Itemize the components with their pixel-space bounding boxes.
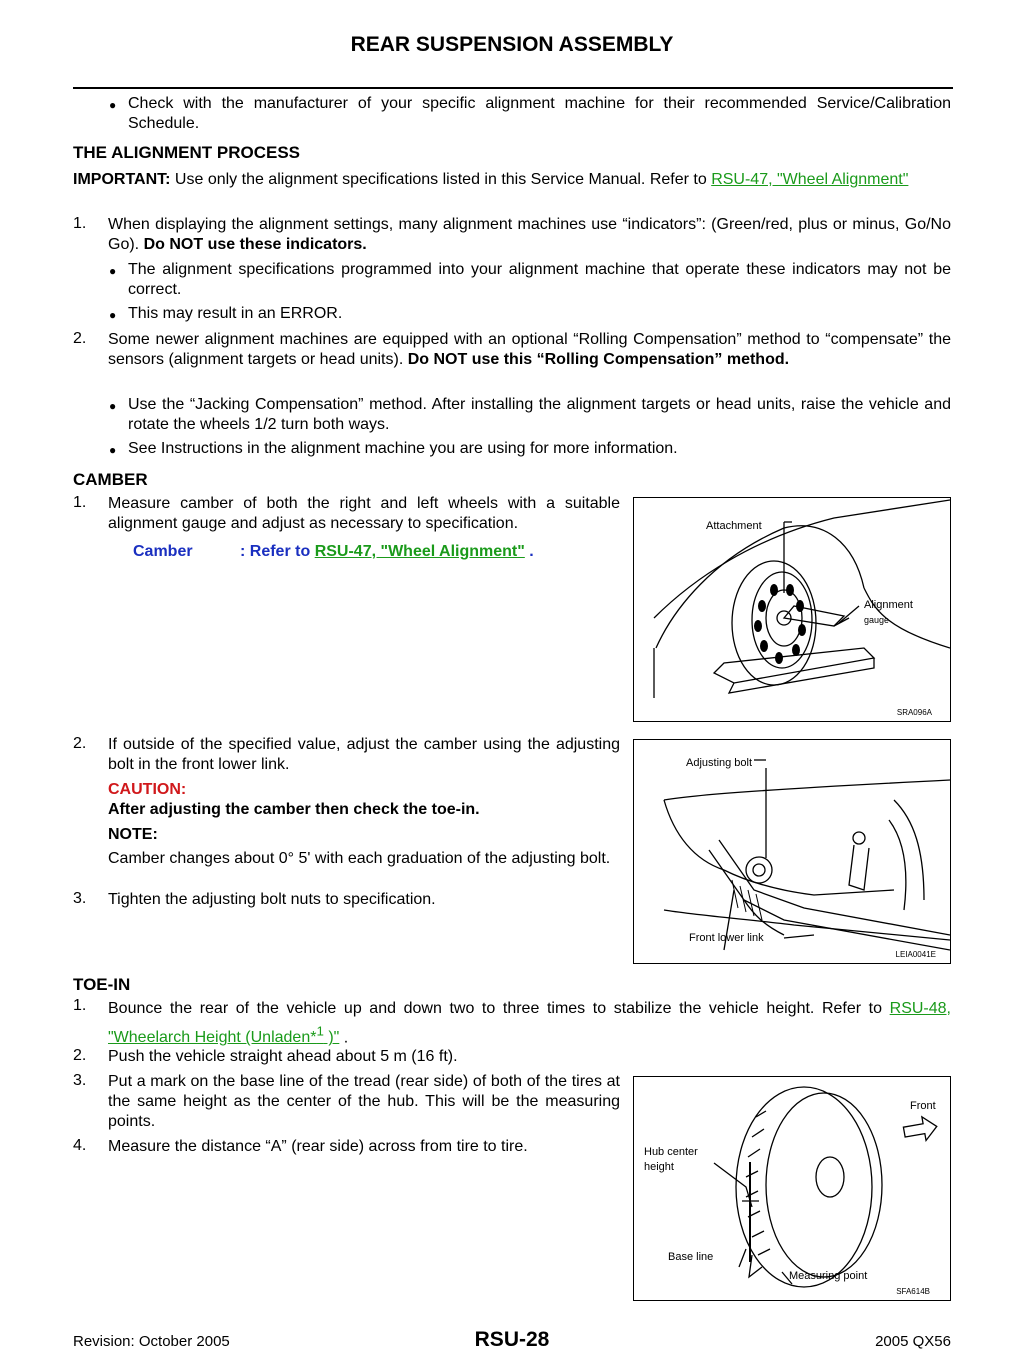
note-text: Camber changes about 0° 5' with each graduation of the adjusting bolt.	[108, 850, 611, 867]
alignment-step-2-bullet-2: ● See Instructions in the alignment machine you are using for more information.	[128, 439, 951, 459]
toe-in-step-2: 2. Push the vehicle straight ahead about 5 m (16 ft).	[73, 1047, 458, 1065]
figure-code: SFA614B	[896, 1287, 930, 1296]
section-heading-alignment-process: THE ALIGNMENT PROCESS	[73, 143, 300, 162]
alignment-step-2: 2. Some newer alignment machines are equipped with an optional “Rolling Compensation” method to “compensate” the sensors (alignment targets or head units). Do NOT use this “Rolling Compensation” method.	[73, 330, 951, 368]
figure-code: SRA096A	[896, 708, 932, 717]
label-front: Front	[910, 1100, 936, 1112]
camber-step-3: 3. Tighten the adjusting bolt nuts to specification.	[73, 890, 436, 908]
label-adjusting-bolt: Adjusting bolt	[686, 757, 753, 769]
tire-illustration	[634, 1077, 950, 1300]
label-gauge: gauge	[864, 615, 890, 625]
label-hub-center: Hub center	[644, 1146, 698, 1158]
alignment-step-1: 1. When displaying the alignment settings, many alignment machines use “indicators”: (Green/red, plus or minus, Go/No Go). Do NOT use these indicators.	[73, 215, 951, 253]
page-title: REAR SUSPENSION ASSEMBLY	[350, 33, 674, 56]
section-heading-toe-in: TOE-IN	[73, 975, 131, 994]
alignment-gauge-illustration	[634, 498, 950, 721]
label-measuring-point: Measuring point	[789, 1270, 868, 1282]
label-attachment: Attachment	[706, 520, 762, 532]
adjusting-bolt-illustration	[634, 740, 950, 963]
figure-adjusting-bolt	[633, 739, 951, 964]
alignment-step-1-bullet-1: ● The alignment specifications programmed into your alignment machine that operate these indicators may not be correct.	[128, 260, 951, 300]
title-rule	[73, 87, 953, 89]
link-wheel-alignment[interactable]: RSU-47, "Wheel Alignment"	[711, 171, 909, 188]
label-alignment: Alignment	[864, 599, 913, 611]
intro-bullet: ● Check with the manufacturer of your specific alignment machine for their recommended Service/Calibration Schedule.	[128, 94, 951, 134]
toe-in-step-3: 3. Put a mark on the base line of the tread (rear side) of both of the tires at the same height as the center of the hub. This will be the measuring points.	[73, 1072, 620, 1130]
figure-alignment-gauge	[633, 497, 951, 722]
camber-step-1: 1. Measure camber of both the right and left wheels with a suitable alignment gauge and adjust as necessary to specification.	[73, 494, 620, 532]
camber-spec: Camber : Refer to RSU-47, "Wheel Alignment" .	[133, 543, 534, 560]
footer-page-number: RSU-28	[474, 1328, 550, 1351]
camber-caution	[108, 780, 620, 869]
link-camber-wheel-alignment[interactable]: RSU-47, "Wheel Alignment"	[314, 543, 525, 560]
toe-in-step-4: 4. Measure the distance “A” (rear side) across from tire to tire.	[73, 1137, 528, 1155]
important-text: Use only the alignment specifications listed in this Service Manual. Refer to	[174, 171, 707, 188]
label-hub-height: height	[644, 1161, 674, 1173]
caution-text: After adjusting the camber then check the toe-in.	[108, 801, 480, 818]
camber-step-2: 2. If outside of the specified value, adjust the camber using the adjusting bolt in the front lower link.	[73, 735, 620, 773]
link-wheelarch-height[interactable]: RSU-48, "Wheelarch Height (Unladen*$^1$ )"	[108, 1000, 951, 1047]
caution-label: CAUTION:	[108, 781, 187, 798]
toe-in-step-1: 1. Bounce the rear of the vehicle up and down two to three times to stabilize the vehicle height. Refer to RSU-48, "Wheelarch Height (Unladen*$^1$ )" .	[73, 997, 951, 1047]
alignment-step-2-bullet-1: ● Use the “Jacking Compensation” method. After installing the alignment targets or head units, raise the vehicle and rotate the wheels 1/2 turn both ways.	[128, 395, 951, 435]
alignment-step-1-bullet-2: ● This may result in an ERROR.	[128, 304, 951, 324]
important-label: IMPORTANT:	[73, 171, 171, 188]
note-label: NOTE:	[108, 826, 158, 843]
label-base-line: Base line	[668, 1251, 714, 1263]
footer-model: 2005 QX56	[875, 1333, 951, 1350]
camber-spec-label: Camber	[133, 543, 193, 560]
section-heading-camber: CAMBER	[73, 470, 148, 489]
footer-revision: Revision: October 2005	[73, 1333, 230, 1350]
label-front-lower-link: Front lower link	[689, 932, 764, 944]
important-note	[73, 170, 951, 190]
figure-code: LEIA0041E	[895, 950, 936, 959]
figure-tire-measuring-point	[633, 1076, 951, 1301]
